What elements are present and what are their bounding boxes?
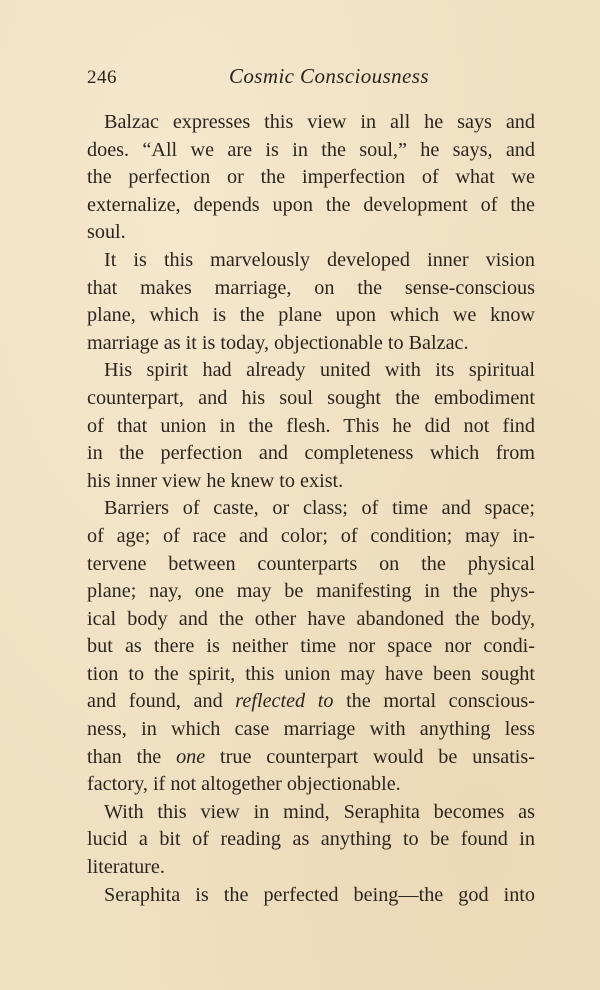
text-run: the mortal conscious-	[333, 690, 535, 713]
text-line: Seraphita is the perfected being—the god into	[104, 883, 535, 906]
paragraph	[87, 799, 535, 882]
text-line: ical body and the other have abandoned the body,	[87, 607, 535, 630]
text-line: Barriers of caste, or class; of time and space;	[104, 497, 535, 520]
paragraph	[87, 495, 535, 799]
text-line: does. “All we are is in the soul,” he says, and	[87, 138, 535, 161]
italic-emphasis: one	[176, 745, 206, 768]
text-line: but as there is neither time nor space nor condi-	[87, 635, 535, 658]
text-line: factory, if not altogether objectionable.	[87, 773, 401, 796]
paragraph	[87, 882, 535, 910]
italic-emphasis: reflected to	[235, 690, 334, 713]
text-line: of that union in the flesh. This he did not find	[87, 414, 535, 437]
text-line: It is this marvelously developed inner vision	[104, 248, 535, 271]
text-line: ness, in which case marriage with anything less	[87, 718, 535, 741]
text-line: counterpart, and his soul sought the embodiment	[87, 386, 535, 409]
text-line: that makes marriage, on the sense-conscious	[87, 276, 535, 299]
running-head	[87, 64, 535, 94]
page-number: 246	[87, 67, 117, 88]
text-line	[87, 688, 535, 716]
text-line: tervene between counterparts on the physical	[87, 552, 535, 575]
text-line: soul.	[87, 221, 126, 244]
paragraph	[87, 247, 535, 357]
text-line: tion to the spirit, this union may have been sought	[87, 662, 535, 685]
text-run: than the	[87, 745, 177, 768]
text-run: true counterpart would be unsatis-	[205, 745, 535, 768]
text-line	[87, 744, 535, 772]
paragraph	[87, 357, 535, 495]
text-line: His spirit had already united with its spiritual	[104, 359, 535, 382]
text-line: With this view in mind, Seraphita becomes as	[104, 800, 535, 823]
text-line: Balzac expresses this view in all he says and	[104, 111, 535, 133]
paragraph	[87, 109, 535, 247]
text-line: externalize, depends upon the development of the	[87, 193, 535, 216]
text-line: his inner view he knew to exist.	[87, 469, 344, 492]
text-line: plane; nay, one may be manifesting in the phys-	[87, 580, 535, 603]
text-line: literature.	[87, 856, 165, 879]
text-line: lucid a bit of reading as anything to be found in	[87, 828, 535, 851]
body-text	[87, 109, 535, 909]
text-line: the perfection or the imperfection of what we	[87, 166, 535, 189]
text-line: plane, which is the plane upon which we know	[87, 304, 535, 327]
text-line: marriage as it is today, objectionable to Balzac.	[87, 331, 469, 354]
running-title: Cosmic Consciousness	[229, 64, 429, 88]
text-run: and found, and	[87, 690, 236, 713]
text-line: of age; of race and color; of condition; may in-	[87, 524, 535, 547]
text-line: in the perfection and completeness which from	[87, 442, 535, 465]
